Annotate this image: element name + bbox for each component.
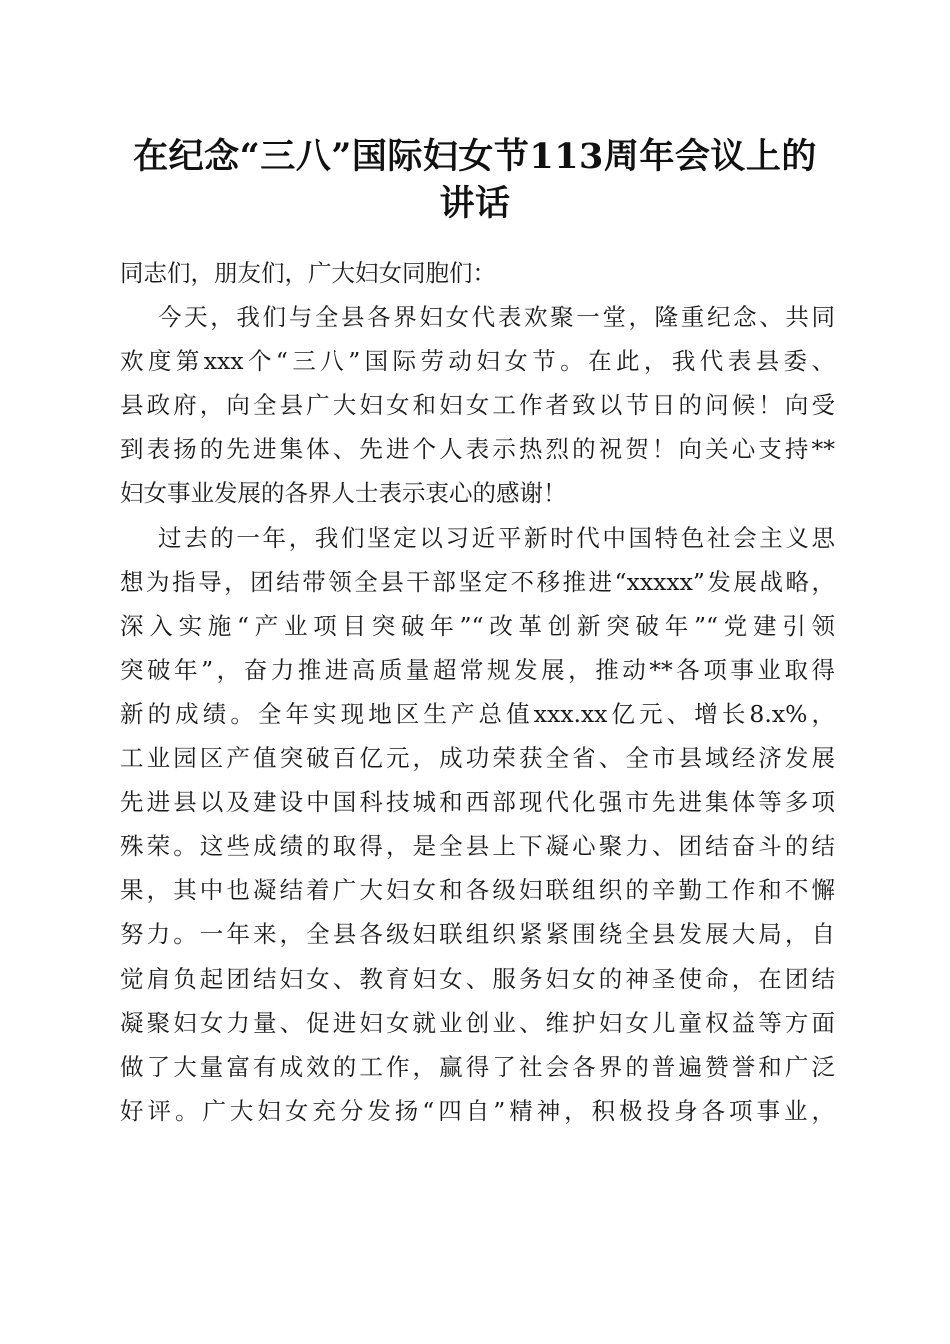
paragraph-line: 凝聚妇女力量、促进妇女就业创业、维护妇女儿童权益等方面 <box>120 1008 835 1037</box>
salutation-line: 同志们，朋友们，广大妇女同胞们： <box>120 259 496 287</box>
paragraph-line: 果，其中也凝结着广大妇女和各级妇联组织的辛勤工作和不懈 <box>120 876 835 905</box>
paragraph-line: 突破年”，奋力推进高质量超常规发展，推动**各项事业取得 <box>120 655 835 684</box>
title-line-1: 在纪念“三八”国际妇女节113周年会议上的 <box>133 136 817 177</box>
paragraph-line: 好评。广大妇女充分发扬“四自”精神，积极投身各项事业， <box>120 1096 835 1125</box>
document-body <box>120 251 835 1133</box>
title-line-2: 讲话 <box>439 183 511 224</box>
paragraph-line: 县政府，向全县广大妇女和妇女工作者致以节日的问候！向受 <box>120 391 835 420</box>
paragraph-line: 今天，我们与全县各界妇女代表欢聚一堂，隆重纪念、共同 <box>158 303 835 332</box>
paragraph-line: 过去的一年，我们坚定以习近平新时代中国特色社会主义思 <box>158 523 835 552</box>
paragraph-line: 努力。一年来，全县各级妇联组织紧紧围绕全县发展大局，自 <box>120 920 835 949</box>
paragraph-line: 殊荣。这些成绩的取得，是全县上下凝心聚力、团结奋斗的结 <box>120 832 835 861</box>
paragraph-line: 欢度第xxx个“三八”国际劳动妇女节。在此，我代表县委、 <box>120 347 835 376</box>
paragraph-line: 到表扬的先进集体、先进个人表示热烈的祝贺！向关心支持** <box>120 435 835 464</box>
paragraph-line: 工业园区产值突破百亿元，成功荣获全省、全市县域经济发展 <box>120 744 835 773</box>
paragraph-line: 觉肩负起团结妇女、教育妇女、服务妇女的神圣使命，在团结 <box>120 964 835 993</box>
paragraph-line: 妇女事业发展的各界人士表示衷心的感谢！ <box>120 479 567 508</box>
paragraph-line: 想为指导，团结带领全县干部坚定不移推进“xxxxx”发展战略， <box>120 567 835 596</box>
paragraph-line: 做了大量富有成效的工作，赢得了社会各界的普遍赞誉和广泛 <box>120 1052 835 1081</box>
paragraph-line: 先进县以及建设中国科技城和西部现代化强市先进集体等多项 <box>120 788 835 817</box>
document-title <box>95 133 855 227</box>
paragraph-line: 深入实施“产业项目突破年”“改革创新突破年”“党建引领 <box>120 611 835 640</box>
paragraph-line: 新的成绩。全年实现地区生产总值xxx.xx亿元、增长8.x%， <box>120 699 835 728</box>
